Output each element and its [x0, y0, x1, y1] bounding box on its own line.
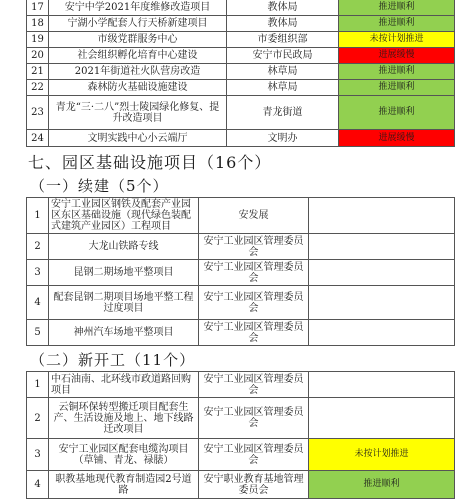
project-name: 文明实践中心小云端厅: [49, 130, 227, 147]
project-name: 配套昆钢二期项目场地平整工程过度项目: [49, 286, 199, 320]
progress-status: [309, 198, 455, 234]
row-number: 21: [27, 64, 49, 80]
progress-status: 进展缓慢: [339, 130, 455, 147]
responsible-unit: 安宁工业园区管理委员会: [199, 260, 309, 286]
new-start-project-table: [26, 371, 455, 499]
table-row: [27, 398, 455, 439]
responsible-unit: 教体局: [227, 16, 339, 32]
row-number: 5: [27, 320, 49, 346]
responsible-unit: 安宁工业园区管理委员会: [199, 372, 309, 398]
responsible-unit: 文明办: [227, 130, 339, 147]
project-name: 职教基地现代教育制造园2号道路: [49, 471, 199, 499]
responsible-unit: 林草局: [227, 64, 339, 80]
project-name: 社会组织孵化培育中心建设: [49, 48, 227, 64]
progress-status: 未按计划推进: [309, 439, 455, 471]
table-row: [27, 130, 455, 147]
progress-status: [309, 260, 455, 286]
project-name: 云铜环保转型搬迁项目配套生产、生活设施及地上、地下线路迁改项目: [49, 398, 199, 439]
subsection-title-new-start: （二）新开工（11个）: [30, 351, 196, 369]
responsible-unit: 安宁工业园区管理委员会: [199, 439, 309, 471]
row-number: 3: [27, 439, 49, 471]
progress-status: 推进顺利: [339, 16, 455, 32]
progress-status: [309, 320, 455, 346]
row-number: 17: [27, 0, 49, 16]
table-row: [27, 372, 455, 398]
row-number: 22: [27, 80, 49, 96]
progress-status: 未按计划推进: [339, 32, 455, 48]
progress-status: [309, 286, 455, 320]
table-row: [27, 80, 455, 96]
project-name: 神州汽车场地平整项目: [49, 320, 199, 346]
row-number: 2: [27, 398, 49, 439]
row-number: 4: [27, 286, 49, 320]
row-number: 18: [27, 16, 49, 32]
progress-status: 推进顺利: [339, 0, 455, 16]
responsible-unit: 安宁职业教育基地管理委员会: [199, 471, 309, 499]
project-name: 2021年街道社火队营房改造: [49, 64, 227, 80]
table-row: [27, 260, 455, 286]
row-number: 1: [27, 198, 49, 234]
row-number: 2: [27, 234, 49, 260]
row-number: 23: [27, 96, 49, 130]
section-title-park-infrastructure: 七、园区基础设施项目（16个）: [28, 153, 272, 172]
progress-status: 推进顺利: [339, 64, 455, 80]
project-name: 安宁中学2021年度维修改造项目: [49, 0, 227, 16]
row-number: 1: [27, 372, 49, 398]
progress-status: 推进顺利: [309, 471, 455, 499]
responsible-unit: 安发展: [199, 198, 309, 234]
table-row: [27, 234, 455, 260]
responsible-unit: 安宁工业园区管理委员会: [199, 320, 309, 346]
project-name: 中石油南、北环线市政道路回购项目: [49, 372, 199, 398]
progress-status: [309, 372, 455, 398]
top-project-table: [26, 0, 455, 147]
project-name: 安宁工业园区配套电缆沟项目（草铺、青龙、禄脿）: [49, 439, 199, 471]
responsible-unit: 林草局: [227, 80, 339, 96]
project-name: 宁湖小学配套人行天桥新建项目: [49, 16, 227, 32]
responsible-unit: 安宁工业园区管理委员会: [199, 286, 309, 320]
progress-status: 推进顺利: [339, 96, 455, 130]
table-row: [27, 64, 455, 80]
responsible-unit: 教体局: [227, 0, 339, 16]
project-name: 青龙“三·二八”烈士陵园绿化修复、提升改造项目: [49, 96, 227, 130]
table-row: [27, 320, 455, 346]
table-row: [27, 16, 455, 32]
table-row: [27, 48, 455, 64]
row-number: 20: [27, 48, 49, 64]
row-number: 3: [27, 260, 49, 286]
progress-status: [309, 398, 455, 439]
project-name: 安宁工业园区钢铁及配套产业园区东区基础设施（现代绿色装配式建筑产业园区）工程项目: [49, 198, 199, 234]
responsible-unit: 安宁工业园区管理委员会: [199, 234, 309, 260]
row-number: 19: [27, 32, 49, 48]
table-row: [27, 32, 455, 48]
table-row: [27, 198, 455, 234]
progress-status: [309, 234, 455, 260]
table-row: [27, 0, 455, 16]
row-number: 24: [27, 130, 49, 147]
table-row: [27, 286, 455, 320]
project-name: 森林防火基础设施建设: [49, 80, 227, 96]
row-number: 4: [27, 471, 49, 499]
table-row: [27, 96, 455, 130]
progress-status: 进展缓慢: [339, 48, 455, 64]
progress-status: 推进顺利: [339, 80, 455, 96]
subsection-title-continuing: （一）续建（5个）: [30, 177, 169, 195]
project-name: 市级党群服务中心: [49, 32, 227, 48]
responsible-unit: 青龙街道: [227, 96, 339, 130]
project-name: 大龙山铁路专线: [49, 234, 199, 260]
responsible-unit: 安宁工业园区管理委员会: [199, 398, 309, 439]
table-row: [27, 471, 455, 499]
project-name: 昆钢二期场地平整项目: [49, 260, 199, 286]
responsible-unit: 市委组织部: [227, 32, 339, 48]
continuing-project-table: [26, 197, 455, 346]
table-row: [27, 439, 455, 471]
responsible-unit: 安宁市民政局: [227, 48, 339, 64]
